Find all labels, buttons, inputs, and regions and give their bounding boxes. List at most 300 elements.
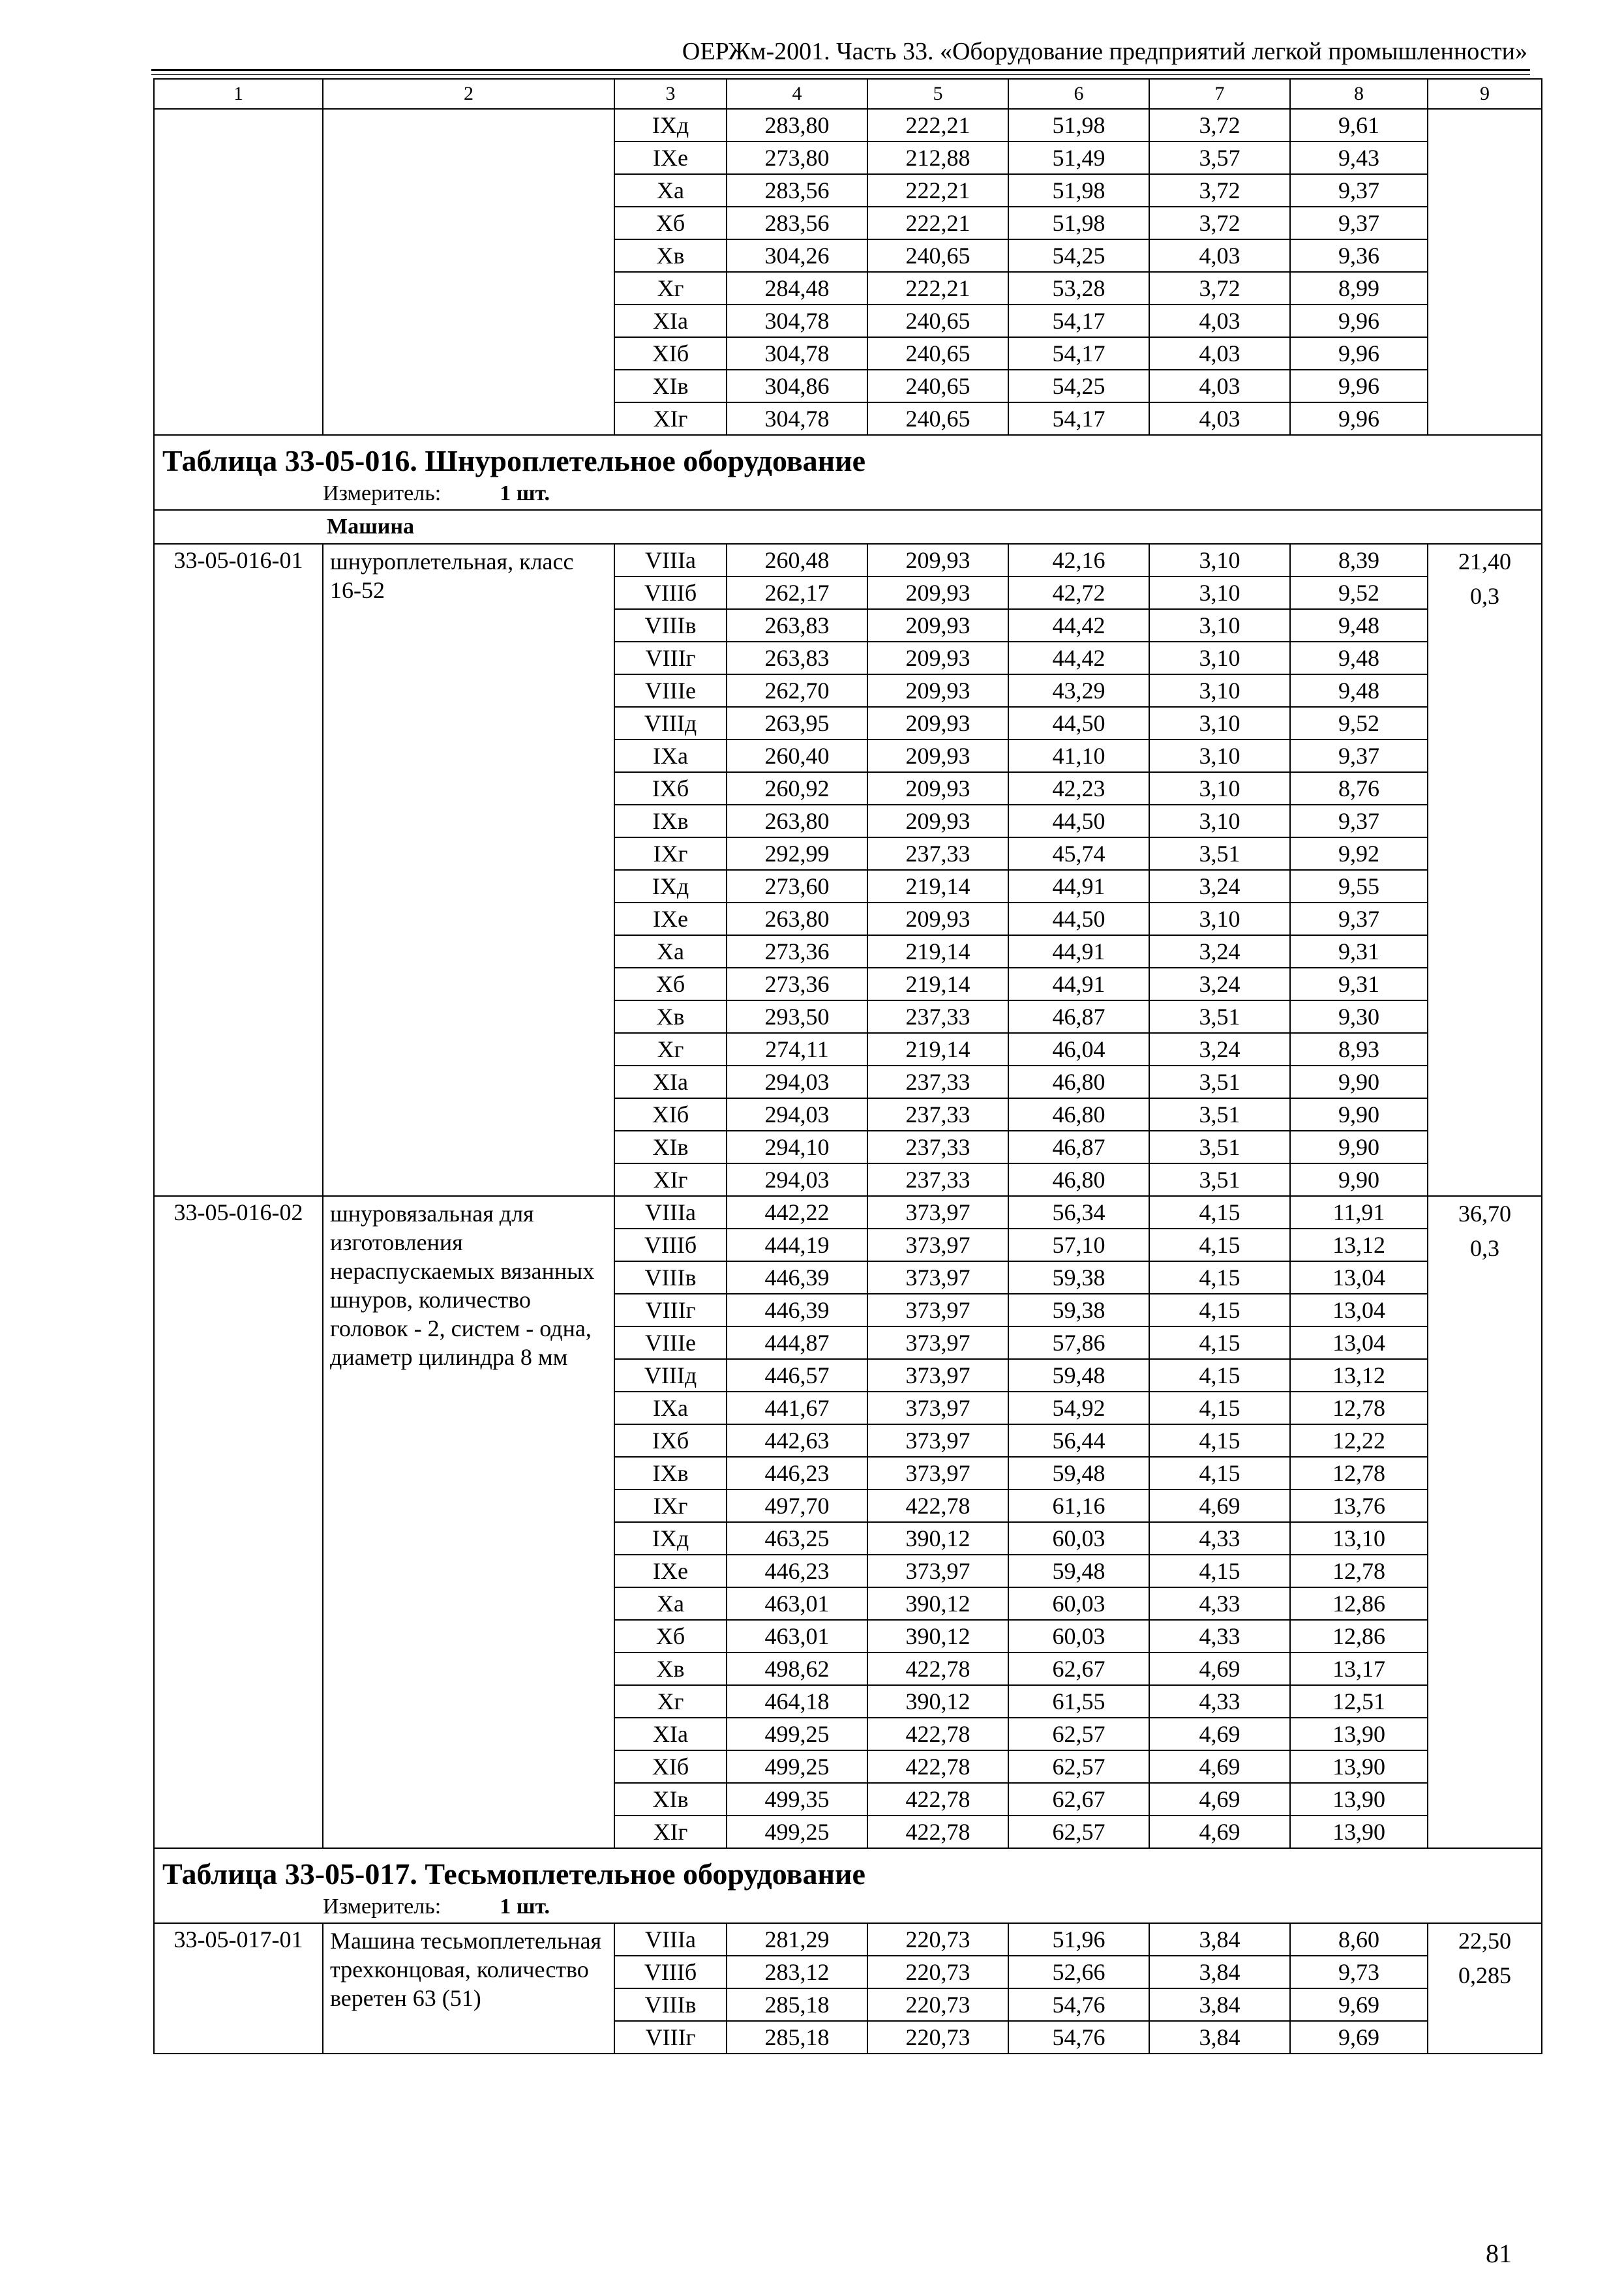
zone-cell: Xв [614,1653,727,1685]
zone-cell: IXв [614,1457,727,1489]
value-cell: 3,24 [1149,1033,1290,1066]
value-cell: 463,01 [727,1587,867,1620]
value-cell: 373,97 [867,1294,1008,1326]
value-cell: 46,80 [1008,1163,1149,1196]
value-cell: 4,69 [1149,1489,1290,1522]
zone-cell: IXе [614,903,727,935]
value-cell: 219,14 [867,1033,1008,1066]
value-cell: 219,14 [867,968,1008,1000]
value-cell: 4,15 [1149,1229,1290,1261]
zone-cell: IXа [614,740,727,772]
value-cell: 12,86 [1290,1587,1428,1620]
zone-cell: Xа [614,935,727,968]
value-cell: 60,03 [1008,1587,1149,1620]
zone-cell: VIIIа [614,1923,727,1956]
value-cell: 237,33 [867,1000,1008,1033]
zone-cell: Xв [614,1000,727,1033]
group-label: Машина [327,515,414,539]
value-cell: 499,25 [727,1750,867,1783]
value-cell: 263,80 [727,805,867,837]
value-cell: 263,83 [727,609,867,642]
unit-cell [154,478,1542,510]
value-cell: 260,40 [727,740,867,772]
value-cell: 3,84 [1149,1923,1290,1956]
value-cell: 220,73 [867,1988,1008,2021]
value-cell: 42,23 [1008,772,1149,805]
value-cell: 373,97 [867,1261,1008,1294]
description-cell: шнуровязальная для изготовления нераспускаемых вязанных шнуров, количество головок - 2, систем - одна, диаметр цилиндра 8 мм [323,1196,614,1848]
zone-cell: IXд [614,109,727,142]
zone-cell: VIIIг [614,642,727,674]
zone-cell: XIг [614,402,727,435]
value-cell: 9,43 [1290,142,1428,174]
value-cell: 4,69 [1149,1653,1290,1685]
value-cell: 422,78 [867,1653,1008,1685]
value-cell: 4,33 [1149,1685,1290,1718]
value-cell: 3,24 [1149,870,1290,903]
value-cell: 294,03 [727,1066,867,1098]
value-cell: 373,97 [867,1424,1008,1457]
zone-cell: VIIIе [614,674,727,707]
zone-cell: VIIIд [614,707,727,740]
value-cell: 8,39 [1290,544,1428,576]
zone-cell: Xа [614,1587,727,1620]
zone-cell: VIIIа [614,544,727,576]
value-cell: 304,86 [727,370,867,402]
extra-value: 21,40 [1458,548,1511,575]
value-cell: 12,86 [1290,1620,1428,1653]
value-cell: 209,93 [867,576,1008,609]
value-cell: 304,26 [727,239,867,272]
value-cell: 62,57 [1008,1718,1149,1750]
table-title: Таблица 33-05-017. Тесьмоплетельное оборудование [154,1848,1542,1891]
value-cell: 46,80 [1008,1066,1149,1098]
code-cell: 33-05-016-01 [154,544,323,1196]
extra-value: 36,70 [1458,1201,1511,1227]
value-cell: 4,15 [1149,1457,1290,1489]
value-cell: 3,72 [1149,207,1290,239]
value-cell: 373,97 [867,1392,1008,1424]
value-cell: 44,50 [1008,707,1149,740]
value-cell: 9,36 [1290,239,1428,272]
value-cell: 390,12 [867,1685,1008,1718]
value-cell: 422,78 [867,1489,1008,1522]
value-cell: 273,60 [727,870,867,903]
value-cell: 446,57 [727,1359,867,1392]
value-cell: 422,78 [867,1816,1008,1848]
value-cell: 3,51 [1149,837,1290,870]
value-cell: 13,17 [1290,1653,1428,1685]
value-cell: 294,03 [727,1163,867,1196]
value-cell: 283,56 [727,174,867,207]
value-cell: 263,83 [727,642,867,674]
value-cell: 46,80 [1008,1098,1149,1131]
value-cell: 464,18 [727,1685,867,1718]
value-cell: 59,48 [1008,1359,1149,1392]
value-cell: 294,03 [727,1098,867,1131]
zone-cell: IXг [614,837,727,870]
value-cell: 44,91 [1008,935,1149,968]
value-cell: 4,69 [1149,1816,1290,1848]
value-cell: 44,42 [1008,642,1149,674]
value-cell: 222,21 [867,272,1008,305]
value-cell: 62,67 [1008,1653,1149,1685]
unit-label: Измеритель: [323,481,442,505]
value-cell: 3,84 [1149,2021,1290,2054]
value-cell: 9,37 [1290,174,1428,207]
value-cell: 263,80 [727,903,867,935]
value-cell: 209,93 [867,772,1008,805]
value-cell: 220,73 [867,1956,1008,1988]
extra-cell [1428,1196,1542,1848]
value-cell: 4,03 [1149,402,1290,435]
value-cell: 3,84 [1149,1988,1290,2021]
value-cell: 4,33 [1149,1620,1290,1653]
value-cell: 4,15 [1149,1424,1290,1457]
value-cell: 4,03 [1149,239,1290,272]
value-cell: 9,55 [1290,870,1428,903]
value-cell: 3,10 [1149,772,1290,805]
code-cell: 33-05-017-01 [154,1923,323,2054]
value-cell: 260,48 [727,544,867,576]
column-number: 2 [323,79,614,109]
value-cell: 54,17 [1008,402,1149,435]
value-cell: 240,65 [867,337,1008,370]
value-cell: 209,93 [867,674,1008,707]
unit-value: 1 шт. [500,1894,550,1919]
value-cell: 12,78 [1290,1555,1428,1587]
value-cell: 13,90 [1290,1718,1428,1750]
extra-cell [1428,544,1542,1196]
value-cell: 390,12 [867,1620,1008,1653]
value-cell: 209,93 [867,544,1008,576]
value-cell: 12,51 [1290,1685,1428,1718]
header-rule-thick [151,69,1530,71]
value-cell: 13,90 [1290,1783,1428,1816]
value-cell: 59,38 [1008,1261,1149,1294]
value-cell: 12,22 [1290,1424,1428,1457]
value-cell: 53,28 [1008,272,1149,305]
value-cell: 3,51 [1149,1131,1290,1163]
value-cell: 57,10 [1008,1229,1149,1261]
value-cell: 273,36 [727,935,867,968]
value-cell: 42,16 [1008,544,1149,576]
value-cell: 8,76 [1290,772,1428,805]
value-cell: 3,57 [1149,142,1290,174]
value-cell: 9,90 [1290,1163,1428,1196]
value-cell: 13,04 [1290,1326,1428,1359]
value-cell: 57,86 [1008,1326,1149,1359]
value-cell: 4,69 [1149,1783,1290,1816]
value-cell: 283,56 [727,207,867,239]
value-cell: 9,96 [1290,337,1428,370]
table-row [154,1196,1542,1229]
description-cell: шнуроплетельная, класс 16-52 [323,544,614,1196]
value-cell: 274,11 [727,1033,867,1066]
value-cell: 9,37 [1290,903,1428,935]
column-number-row [154,79,1542,109]
value-cell: 13,76 [1290,1489,1428,1522]
value-cell: 3,72 [1149,174,1290,207]
value-cell: 54,92 [1008,1392,1149,1424]
zone-cell: XIв [614,1783,727,1816]
value-cell: 240,65 [867,305,1008,337]
zone-cell: Xг [614,1685,727,1718]
value-cell: 43,29 [1008,674,1149,707]
value-cell: 4,69 [1149,1750,1290,1783]
column-number: 6 [1008,79,1149,109]
value-cell: 441,67 [727,1392,867,1424]
value-cell: 209,93 [867,805,1008,837]
zone-cell: IXд [614,1522,727,1555]
value-cell: 3,84 [1149,1956,1290,1988]
description-cell: Машина тесьмоплетельная трехконцовая, количество веретен 63 (51) [323,1923,614,2054]
value-cell: 9,61 [1290,109,1428,142]
table-title-row [154,1848,1542,1891]
value-cell: 4,15 [1149,1326,1290,1359]
zone-cell: XIа [614,305,727,337]
zone-cell: XIа [614,1066,727,1098]
zone-cell: XIб [614,337,727,370]
table-row [154,1923,1542,1956]
value-cell: 273,80 [727,142,867,174]
value-cell: 9,48 [1290,674,1428,707]
value-cell: 59,48 [1008,1555,1149,1587]
rates-table-body [154,79,1542,2054]
extra-value: 0,3 [1470,1235,1499,1261]
value-cell: 9,96 [1290,402,1428,435]
value-cell: 497,70 [727,1489,867,1522]
value-cell: 46,87 [1008,1000,1149,1033]
column-number: 5 [867,79,1008,109]
value-cell: 9,31 [1290,935,1428,968]
extra-value: 22,50 [1458,1928,1511,1954]
value-cell: 4,15 [1149,1261,1290,1294]
value-cell: 209,93 [867,642,1008,674]
value-cell: 373,97 [867,1555,1008,1587]
value-cell: 3,24 [1149,935,1290,968]
column-number: 8 [1290,79,1428,109]
column-number: 9 [1428,79,1542,109]
value-cell: 3,10 [1149,609,1290,642]
zone-cell: XIб [614,1750,727,1783]
value-cell: 446,23 [727,1457,867,1489]
zone-cell: IXд [614,870,727,903]
value-cell: 9,96 [1290,370,1428,402]
value-cell: 9,96 [1290,305,1428,337]
value-cell: 422,78 [867,1718,1008,1750]
value-cell: 281,29 [727,1923,867,1956]
value-cell: 498,62 [727,1653,867,1685]
value-cell: 56,34 [1008,1196,1149,1229]
value-cell: 62,57 [1008,1750,1149,1783]
value-cell: 52,66 [1008,1956,1149,1988]
value-cell: 442,22 [727,1196,867,1229]
value-cell: 54,17 [1008,305,1149,337]
value-cell: 293,50 [727,1000,867,1033]
value-cell: 9,73 [1290,1956,1428,1988]
value-cell: 373,97 [867,1196,1008,1229]
value-cell: 260,92 [727,772,867,805]
value-cell: 3,72 [1149,272,1290,305]
value-cell: 9,31 [1290,968,1428,1000]
value-cell: 263,95 [727,707,867,740]
value-cell: 240,65 [867,402,1008,435]
value-cell: 42,72 [1008,576,1149,609]
extra-value: 0,3 [1470,583,1499,609]
value-cell: 373,97 [867,1326,1008,1359]
zone-cell: VIIIв [614,1261,727,1294]
zone-cell: XIа [614,1718,727,1750]
value-cell: 12,78 [1290,1392,1428,1424]
value-cell: 422,78 [867,1783,1008,1816]
value-cell: 13,12 [1290,1229,1428,1261]
value-cell: 9,69 [1290,1988,1428,2021]
zone-cell: IXб [614,1424,727,1457]
value-cell: 13,04 [1290,1294,1428,1326]
value-cell: 446,39 [727,1261,867,1294]
value-cell: 3,24 [1149,968,1290,1000]
value-cell: 51,96 [1008,1923,1149,1956]
value-cell: 390,12 [867,1522,1008,1555]
value-cell: 51,98 [1008,109,1149,142]
value-cell: 8,93 [1290,1033,1428,1066]
value-cell: 422,78 [867,1750,1008,1783]
value-cell: 499,35 [727,1783,867,1816]
zone-cell: XIб [614,1098,727,1131]
zone-cell: Xг [614,272,727,305]
value-cell: 237,33 [867,1066,1008,1098]
value-cell: 45,74 [1008,837,1149,870]
value-cell: 283,12 [727,1956,867,1988]
value-cell: 4,15 [1149,1555,1290,1587]
zone-cell: Xб [614,968,727,1000]
value-cell: 4,03 [1149,370,1290,402]
value-cell: 59,38 [1008,1294,1149,1326]
value-cell: 54,17 [1008,337,1149,370]
zone-cell: IXв [614,805,727,837]
column-number: 7 [1149,79,1290,109]
value-cell: 240,65 [867,370,1008,402]
value-cell: 3,72 [1149,109,1290,142]
value-cell: 4,15 [1149,1359,1290,1392]
zone-cell: Xб [614,1620,727,1653]
value-cell: 446,39 [727,1294,867,1326]
zone-cell: VIIIб [614,1229,727,1261]
zone-cell: VIIIа [614,1196,727,1229]
zone-cell: Xа [614,174,727,207]
value-cell: 9,52 [1290,707,1428,740]
value-cell: 61,55 [1008,1685,1149,1718]
value-cell: 390,12 [867,1587,1008,1620]
group-row [154,510,1542,544]
zone-cell: VIIIг [614,2021,727,2054]
value-cell: 499,25 [727,1718,867,1750]
value-cell: 237,33 [867,1131,1008,1163]
value-cell: 209,93 [867,609,1008,642]
zone-cell: VIIIб [614,1956,727,1988]
zone-cell: VIIIе [614,1326,727,1359]
value-cell: 4,03 [1149,337,1290,370]
value-cell: 51,98 [1008,174,1149,207]
value-cell: 4,15 [1149,1196,1290,1229]
value-cell: 4,15 [1149,1294,1290,1326]
value-cell: 262,70 [727,674,867,707]
value-cell: 9,90 [1290,1131,1428,1163]
value-cell: 62,57 [1008,1816,1149,1848]
zone-cell: VIIIд [614,1359,727,1392]
value-cell: 44,91 [1008,870,1149,903]
value-cell: 373,97 [867,1229,1008,1261]
value-cell: 41,10 [1008,740,1149,772]
unit-row [154,1891,1542,1923]
zone-cell: IXа [614,1392,727,1424]
value-cell: 11,91 [1290,1196,1428,1229]
value-cell: 284,48 [727,272,867,305]
code-cell [154,109,323,435]
value-cell: 46,87 [1008,1131,1149,1163]
code-cell: 33-05-016-02 [154,1196,323,1848]
value-cell: 240,65 [867,239,1008,272]
zone-cell: Xв [614,239,727,272]
value-cell: 54,25 [1008,239,1149,272]
value-cell: 56,44 [1008,1424,1149,1457]
value-cell: 60,03 [1008,1620,1149,1653]
table-row [154,109,1542,142]
value-cell: 51,49 [1008,142,1149,174]
value-cell: 3,10 [1149,576,1290,609]
value-cell: 9,69 [1290,2021,1428,2054]
extra-value: 0,285 [1458,1962,1511,1988]
table-row [154,544,1542,576]
zone-cell: VIIIв [614,1988,727,2021]
zone-cell: XIв [614,370,727,402]
table-title: Таблица 33-05-016. Шнуроплетельное оборудование [154,435,1542,478]
zone-cell: VIIIб [614,576,727,609]
zone-cell: IXб [614,772,727,805]
value-cell: 209,93 [867,740,1008,772]
value-cell: 4,33 [1149,1522,1290,1555]
value-cell: 13,90 [1290,1750,1428,1783]
group-cell [154,510,1542,544]
value-cell: 3,51 [1149,1066,1290,1098]
value-cell: 44,50 [1008,805,1149,837]
value-cell: 46,04 [1008,1033,1149,1066]
value-cell: 285,18 [727,1988,867,2021]
value-cell: 219,14 [867,935,1008,968]
extra-cell [1428,109,1542,435]
value-cell: 212,88 [867,142,1008,174]
column-number: 1 [154,79,323,109]
column-number: 3 [614,79,727,109]
value-cell: 222,21 [867,109,1008,142]
value-cell: 8,60 [1290,1923,1428,1956]
value-cell: 9,48 [1290,609,1428,642]
value-cell: 4,33 [1149,1587,1290,1620]
value-cell: 220,73 [867,1923,1008,1956]
value-cell: 8,99 [1290,272,1428,305]
zone-cell: IXг [614,1489,727,1522]
value-cell: 9,48 [1290,642,1428,674]
extra-cell [1428,1923,1542,2054]
value-cell: 9,90 [1290,1098,1428,1131]
value-cell: 3,51 [1149,1163,1290,1196]
value-cell: 13,90 [1290,1816,1428,1848]
value-cell: 3,10 [1149,805,1290,837]
value-cell: 4,03 [1149,305,1290,337]
value-cell: 3,10 [1149,740,1290,772]
value-cell: 13,10 [1290,1522,1428,1555]
